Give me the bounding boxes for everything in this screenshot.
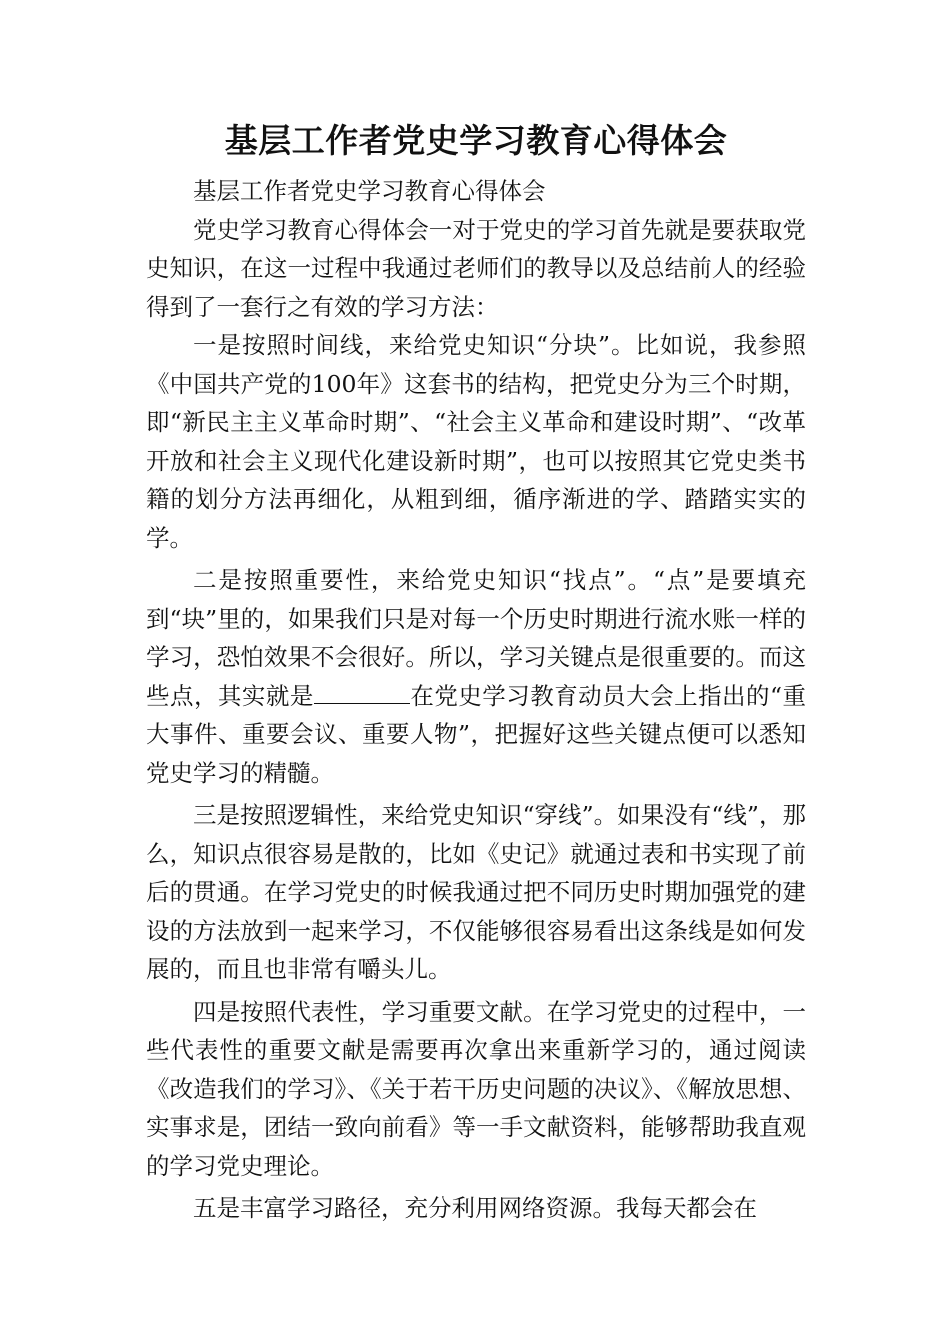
- document-page: [146, 110, 806, 1228]
- paragraph-logic: 三是按照逻辑性，来给党史知识“穿线”。如果没有“线”，那么，知识点很容易是散的，比如《史记》就通过表和书实现了前后的贯通。在学习党史的时候我通过把不同历史时期加强党的建设的方法放到一起来学习，不仅能够很容易看出这条线是如何发展的，而且也非常有嚼头儿。: [146, 801, 806, 983]
- fill-in-blank: [314, 702, 410, 704]
- document-title: 基层工作者党史学习教育心得体会: [224, 121, 728, 160]
- document-subtitle: 基层工作者党史学习教育心得体会: [193, 177, 546, 205]
- paragraph-learning-paths: 五是丰富学习路径，充分利用网络资源。我每天都会在: [193, 1194, 757, 1222]
- paragraph-importance: [146, 561, 806, 792]
- paragraph-importance-part1: 二是按照重要性，来给党史知识“找点”。“点”是要填充到“块”里的，如果我们只是对每一个历史时期进行流水账一样的学习，恐怕效果不会很好。所以，学习关键点是很重要的。而这些点，其实就是: [146, 566, 806, 710]
- intro-paragraph: 党史学习教育心得体会一对于党史的学习首先就是要获取党史知识，在这一过程中我通过老师们的教导以及总结前人的经验得到了一套行之有效的学习方法：: [146, 215, 806, 321]
- paragraph-representative: 四是按照代表性，学习重要文献。在学习党史的过程中，一些代表性的重要文献是需要再次拿出来重新学习的，通过阅读《改造我们的学习》、《关于若干历史问题的决议》、《解放思想、实事求是，团结一致向前看》等一手文献资料，能够帮助我直观的学习党史理论。: [146, 997, 806, 1180]
- paragraph-time-line: 一是按照时间线，来给党史知识“分块”。比如说，我参照《中国共产党的100年》这套书的结构，把党史分为三个时期，即“新民主主义革命时期”、“社会主义革命和建设时期”、“改革开放和社会主义现代化建设新时期”，也可以按照其它党史类书籍的划分方法再细化，从粗到细，循序渐进的学、踏踏实实的学。: [146, 331, 806, 552]
- paragraph-importance-part2: 在党史学习教育动员大会上指出的“重大事件、重要会议、重要人物”，把握好这些关键点便可以悉知党史学习的精髓。: [146, 681, 807, 787]
